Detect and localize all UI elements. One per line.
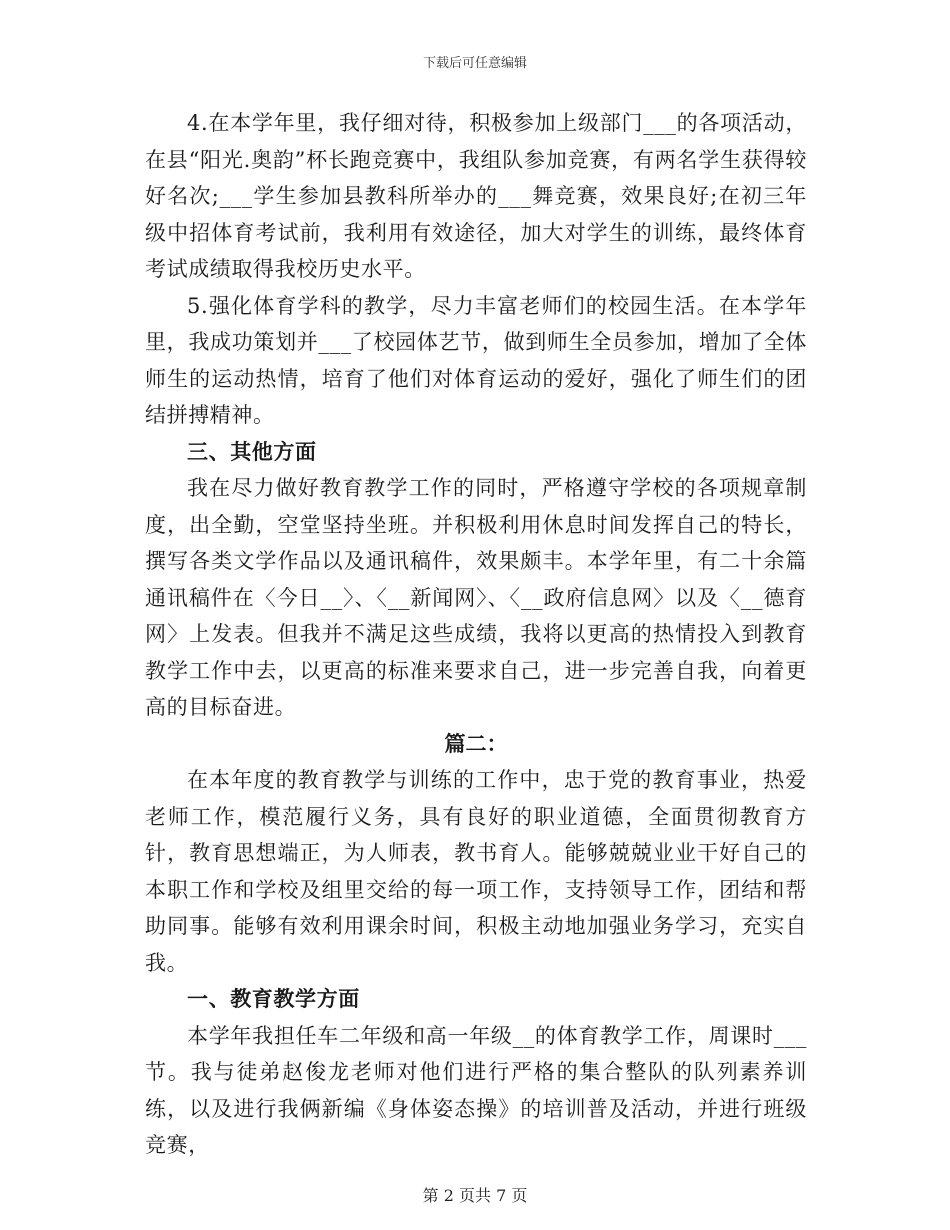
paragraph: 我在尽力做好教育教学工作的同时，严格遵守学校的各项规章制度，出全勤，空堂坚持坐班。并积极利用休息时间发挥自己的特长，撰写各类文学作品以及通讯稿件，效果颇丰。本学年里，有二十余篇通讯稿件在〈今日__〉、〈__新闻网〉、〈__政府信息网〉以及〈__德育网〉上发表。但我并不满足这些成绩，我将以更高的热情投入到教育教学工作中去，以更高的标准来要求自己，进一步完善自我，向着更高的目标奋进。 xyxy=(145,476,807,719)
page-footer: 第 2 页共 7 页 xyxy=(422,1186,528,1205)
section-heading: 三、其他方面 xyxy=(187,439,317,464)
section-heading: 一、教育教学方面 xyxy=(187,987,360,1011)
chapter-title: 篇二： xyxy=(444,731,508,756)
paragraph: 4.在本学年里，我仔细对待，积极参加上级部门___的各项活动，在县“阳光.奥韵”杯长跑竞赛中，我组队参加竞赛，有两名学生获得较好名次;___学生参加县教科所举办的___舞竞赛，效果良好;在初三年级中招体育考试前，我利用有效途径，加大对学生的训练，最终体育考试成绩取得我校历史水平。 xyxy=(145,111,807,281)
paragraph: 本学年我担任车二年级和高一年级__的体育教学工作，周课时___节。我与徒弟赵俊龙老师对他们进行严格的集合整队的队列素养训练，以及进行我俩新编《身体姿态操》的培训普及活动，并进行班级竞赛， xyxy=(145,1023,807,1157)
page-header: 下载后可任意编辑 xyxy=(422,56,527,71)
document-body xyxy=(145,105,807,1164)
paragraph: 在本年度的教育教学与训练的工作中，忠于党的教育事业，热爱老师工作，模范履行义务，具有良好的职业道德，全面贯彻教育方针，教育思想端正，为人师表，教书育人。能够兢兢业业干好自己的本职工作和学校及组里交给的每一项工作，支持领导工作，团结和帮助同事。能够有效利用课余时间，积极主动地加强业务学习，充实自我。 xyxy=(145,768,807,975)
paragraph: 5.强化体育学科的教学，尽力丰富老师们的校园生活。在本学年里，我成功策划并___了校园体艺节，做到师生全员参加，增加了全体师生的运动热情，培育了他们对体育运动的爱好，强化了师生们的团结拼搏精神。 xyxy=(145,293,807,427)
